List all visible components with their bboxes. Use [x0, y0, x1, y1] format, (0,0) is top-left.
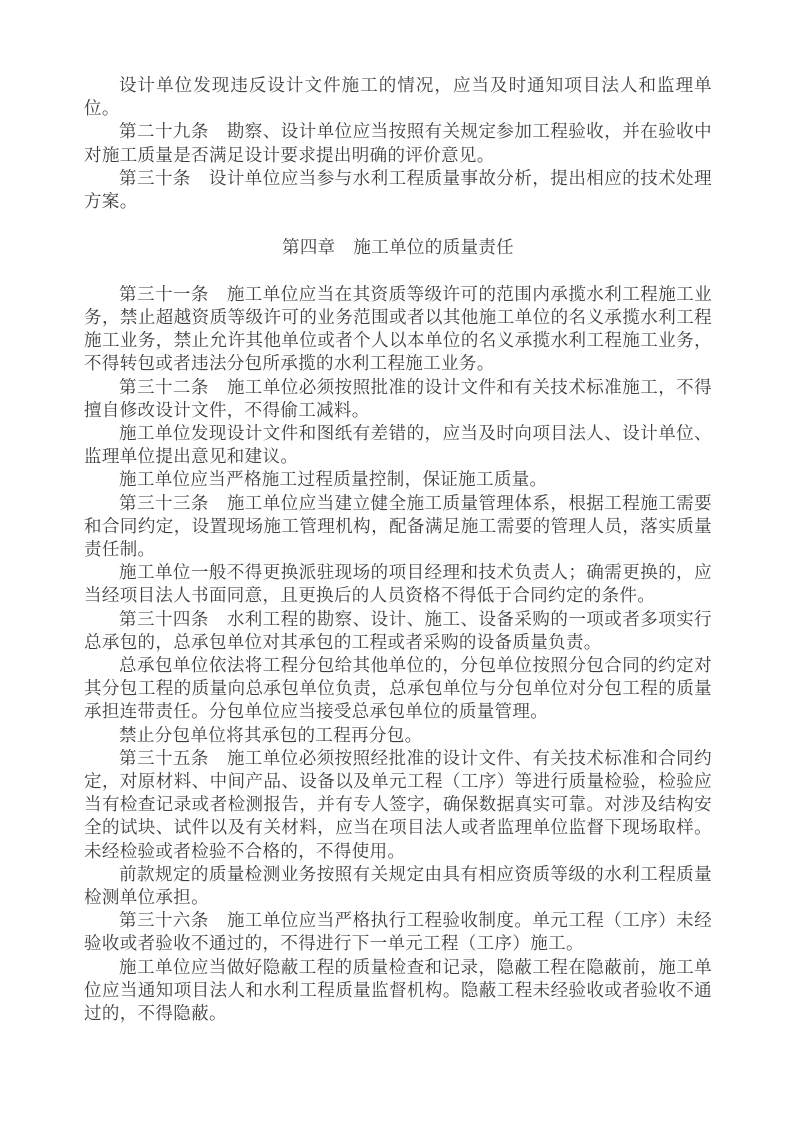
paragraph-design-unit-notify: 设计单位发现违反设计文件施工的情况，应当及时通知项目法人和监理单位。 [84, 75, 712, 119]
paragraph-article-34-para-3: 禁止分包单位将其承包的工程再分包。 [119, 724, 423, 745]
paragraph-article-31: 第三十一条 施工单位应当在其资质等级许可的范围内承揽水利工程施工业务，禁止超越资质等级许可的业务范围或者以其他施工单位的名义承揽水利工程施工业务，禁止允许其他单位或者个人以本单位的名义承揽水利工程施工业务，不得转包或者违法分包所承揽的水利工程施工业务。 [84, 283, 712, 374]
chapter-4-heading: 第四章 施工单位的质量责任 [281, 237, 515, 258]
paragraph-article-36: 第三十六条 施工单位应当严格执行工程验收制度。单元工程（工序）未经验收或者验收不通过的，不得进行下一单元工程（工序）施工。 [84, 910, 712, 954]
paragraph-article-32: 第三十二条 施工单位必须按照批准的设计文件和有关技术标准施工，不得擅自修改设计文件，不得偷工减料。 [84, 376, 712, 420]
paragraph-article-34: 第三十四条 水利工程的勘察、设计、施工、设备采购的一项或者多项实行总承包的，总承包单位对其承包的工程或者采购的设备质量负责。 [84, 608, 712, 652]
paragraph-article-29: 第二十九条 勘察、设计单位应当按照有关规定参加工程验收，并在验收中对施工质量是否满足设计要求提出明确的评价意见。 [84, 121, 712, 165]
paragraph-article-33-para-2: 施工单位一般不得更换派驻现场的项目经理和技术负责人；确需更换的，应当经项目法人书面同意，且更换后的人员资格不得低于合同约定的条件。 [84, 562, 712, 606]
paragraph-article-32-para-2: 施工单位发现设计文件和图纸有差错的，应当及时向项目法人、设计单位、监理单位提出意见和建议。 [84, 423, 712, 467]
paragraph-article-34-para-2: 总承包单位依法将工程分包给其他单位的，分包单位按照分包合同的约定对其分包工程的质量向总承包单位负责，总承包单位与分包单位对分包工程的质量承担连带责任。分包单位应当接受总承包单位的质量管理。 [84, 655, 712, 722]
paragraph-article-35: 第三十五条 施工单位必须按照经批准的设计文件、有关技术标准和合同约定，对原材料、中间产品、设备以及单元工程（工序）等进行质量检验，检验应当有检查记录或者检测报告，并有专人签字，确保数据真实可靠。对涉及结构安全的试块、试件以及有关材料，应当在项目法人或者监理单位监督下现场取样。未经检验或者检验不合格的，不得使用。 [84, 747, 712, 861]
paragraph-article-35-para-2: 前款规定的质量检测业务按照有关规定由具有相应资质等级的水利工程质量检测单位承担。 [84, 863, 712, 908]
paragraph-article-30: 第三十条 设计单位应当参与水利工程质量事故分析，提出相应的技术处理方案。 [84, 167, 712, 212]
paragraph-article-33: 第三十三条 施工单位应当建立健全施工质量管理体系，根据工程施工需要和合同约定，设置现场施工管理机构，配备满足施工需要的管理人员，落实质量责任制。 [84, 492, 712, 560]
paragraph-article-32-para-3: 施工单位应当严格施工过程质量控制，保证施工质量。 [119, 469, 548, 490]
paragraph-article-36-para-2: 施工单位应当做好隐蔽工程的质量检查和记录，隐蔽工程在隐蔽前，施工单位应当通知项目法人和水利工程质量监督机构。隐蔽工程未经验收或者验收不通过的，不得隐蔽。 [84, 956, 712, 1024]
